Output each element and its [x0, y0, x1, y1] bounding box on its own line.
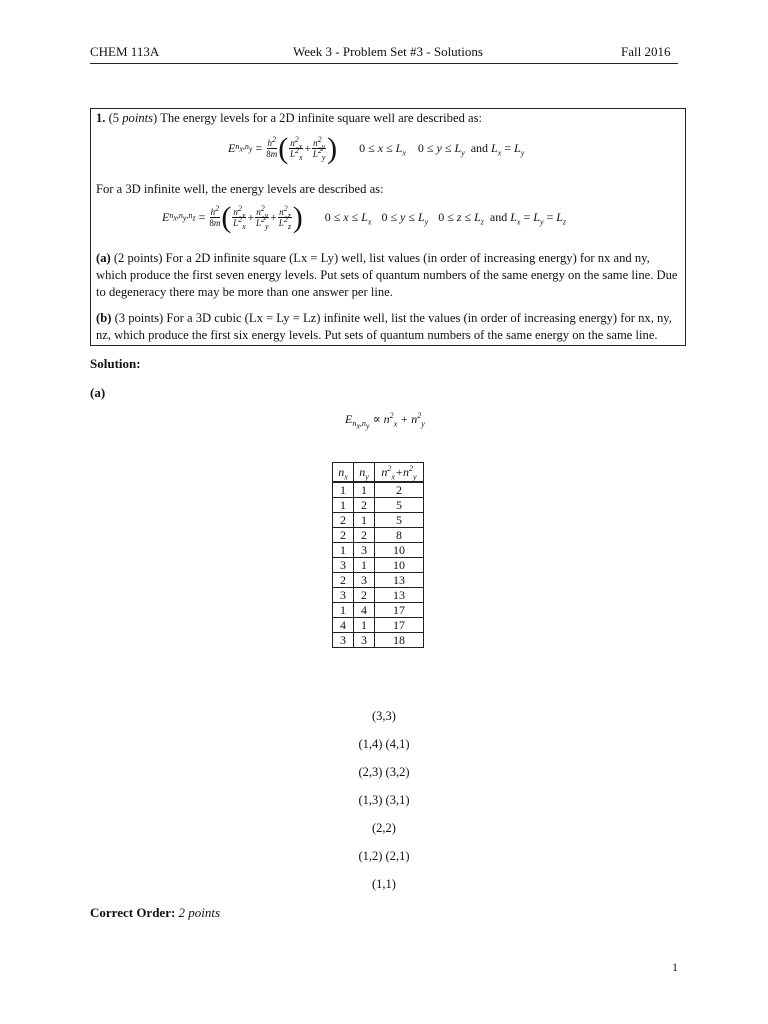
- header-ny: $n_y$: [354, 463, 375, 483]
- energy-level-7: (3,3): [372, 709, 396, 723]
- header-term: Fall 2016: [621, 44, 671, 59]
- header-title: Week 3 - Problem Set #3 - Solutions: [293, 44, 483, 59]
- table-row: 2 2 8: [333, 528, 424, 543]
- part-a-text: (a) (2 points) For a 2D infinite square (Lx = Ly) well, list values (in order of increasing energy) for nx and ny, which produce the first seven energy levels. Put sets of quantum numbers of the same energy on the same line. Due to degeneracy there may be more than one answer per line.: [96, 251, 678, 299]
- solution-heading: Solution:: [90, 356, 141, 371]
- correct-order: Correct Order: 2 points: [90, 905, 221, 920]
- energy-level-4: (1,3) (3,1): [358, 793, 410, 807]
- table-header-row: [333, 463, 424, 483]
- intro-3d: For a 3D infinite well, the energy levels are described as:: [96, 182, 384, 196]
- proportional-equation: $E_{n_x,n_y} \propto n^2_x + n^2_y$: [345, 411, 425, 431]
- table-row: 1 3 10: [333, 543, 424, 558]
- energy-level-3: (2,2): [372, 821, 396, 835]
- energy-table: [332, 462, 424, 648]
- table-row: 3 1 10: [333, 558, 424, 573]
- page-number: 1: [672, 960, 678, 974]
- energy-level-6: (1,4) (4,1): [358, 737, 410, 751]
- solution-part-a-label: (a): [90, 385, 106, 400]
- part-b-text: (b) (3 points) For a 3D cubic (Lx = Ly = Lz) infinite well, list the values (in order of increasing energy) for nx, ny, nz, which produce the first six energy levels. Put sets of quantum numbers of the same energy on the same line.: [96, 311, 672, 342]
- energy-level-1: (1,1): [372, 877, 396, 891]
- header-rule: [90, 63, 678, 64]
- table-row: 1 1 2: [333, 482, 424, 498]
- energy-level-2: (1,2) (2,1): [358, 849, 410, 863]
- table-row: 4 1 17: [333, 618, 424, 633]
- table-row: 1 4 17: [333, 603, 424, 618]
- table-row: 1 2 5: [333, 498, 424, 513]
- problem-intro: 1. (5 points) The energy levels for a 2D infinite square well are described as:: [96, 111, 483, 125]
- equation-3d: E $n_x,n_y,n_z$ = $\frac{h^2}{8m}$ ( $\frac{n^2_x}{L^2_x}$ + $\frac{n^2_y}{L^2_y}$ + $\frac{n^2_z}{L^2_z}$ ) $0 \le x \le L_x$ $0 \le y \le L_y$ $0 \le z \le L_z$ and $L_x = L_y = L_z$: [162, 200, 567, 234]
- equation-2d: E $n_x,n_y$ = $\frac{h^2}{8m}$ ( $\frac{n^2_x}{L^2_x}$ + $\frac{n^2_y}{L^2_y}$ ) $0 \le x \le L_x$ $0 \le y \le L_y$ and $L_x = L_y$: [228, 131, 525, 165]
- table-row: 3 3 18: [333, 633, 424, 648]
- energy-level-5: (2,3) (3,2): [358, 765, 410, 779]
- table-row: 3 2 13: [333, 588, 424, 603]
- header-course: CHEM 113A: [90, 44, 160, 59]
- header-nx: $n_x$: [333, 463, 354, 483]
- header-sum: $n^2_x+n^2_y$: [375, 463, 424, 483]
- table-row: 2 3 13: [333, 573, 424, 588]
- table-row: 2 1 5: [333, 513, 424, 528]
